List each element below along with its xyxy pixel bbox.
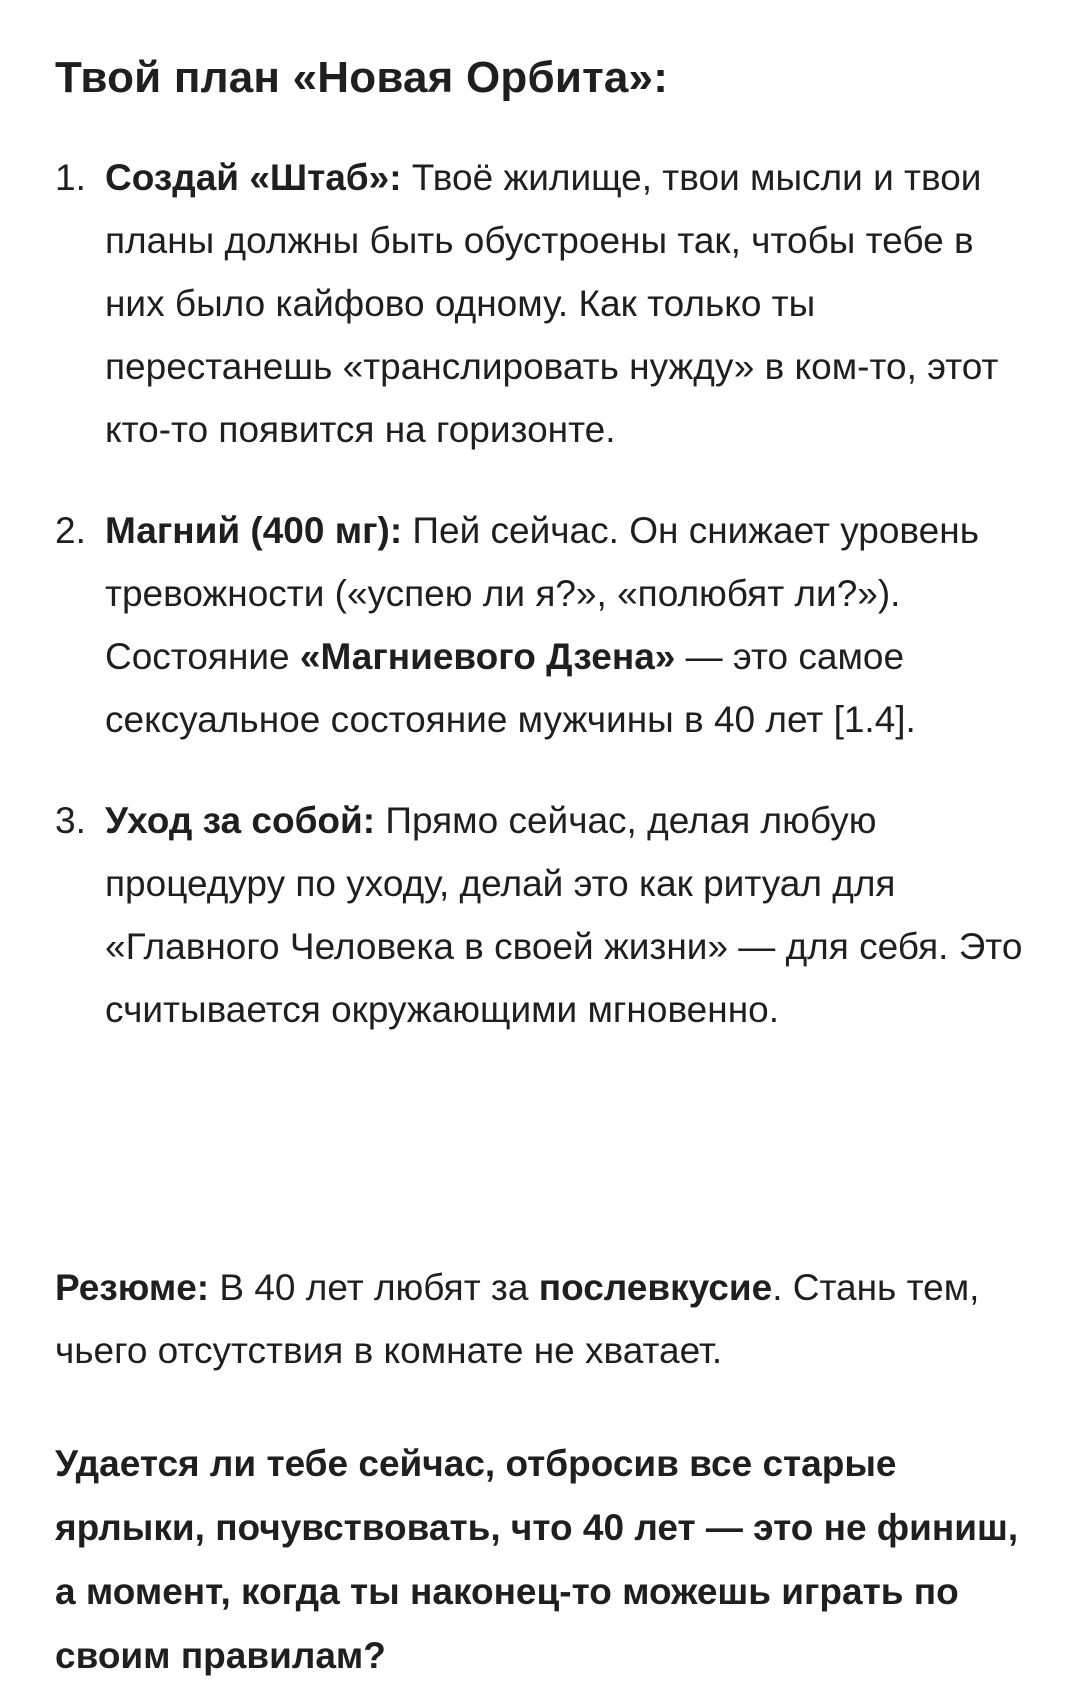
item-heading: Магний (400 мг): — [105, 510, 403, 551]
item-number: 2. — [55, 510, 86, 551]
item-text: Твоё жилище, твои мысли и твои планы должны быть обустроены так, чтобы тебе в них было кайфово одному. Как только ты перестанешь «транслировать нужду» в ком-то, этот кто-то появится на горизонте. — [105, 157, 999, 450]
plan-item-1 — [55, 146, 1035, 461]
item-number: 3. — [55, 800, 86, 841]
plan-item-3 — [55, 789, 1035, 1041]
summary-text: В 40 лет любят за — [209, 1267, 539, 1308]
plan-list — [55, 146, 1035, 1079]
plan-title: Твой план «Новая Орбита»: — [55, 53, 669, 102]
plan-item-2 — [55, 499, 1035, 751]
summary-emphasis: послевкусие — [538, 1267, 773, 1308]
summary-label: Резюме: — [55, 1267, 210, 1308]
item-emphasis: «Магниевого Дзена» — [299, 636, 676, 677]
item-number: 1. — [55, 157, 86, 198]
item-heading: Уход за собой: — [105, 800, 376, 841]
item-heading: Создай «Штаб»: — [105, 157, 402, 198]
item-text: Прямо сейчас, делая любую процедуру по уходу, делай это как ритуал для «Главного Человека в своей жизни» — для себя. Это считывается окружающими мгновенно. — [105, 800, 1023, 1030]
item-text: Пей сейчас. Он снижает уровень тревожности («успею ли я?», «полюбят ли?»). Состояние — [105, 510, 979, 677]
item-text-end: — это самое сексуальное состояние мужчины в 40 лет [1.4]. — [105, 636, 916, 740]
summary-text-end: . Стань тем, чьего отсутствия в комнате не хватает. — [55, 1267, 980, 1371]
closing-question: Удается ли тебе сейчас, отбросив все старые ярлыки, почувствовать, что 40 лет — это не финиш, а момент, когда ты наконец-то можешь играть по своим правилам? — [55, 1443, 1019, 1676]
summary-paragraph — [55, 1256, 1015, 1382]
